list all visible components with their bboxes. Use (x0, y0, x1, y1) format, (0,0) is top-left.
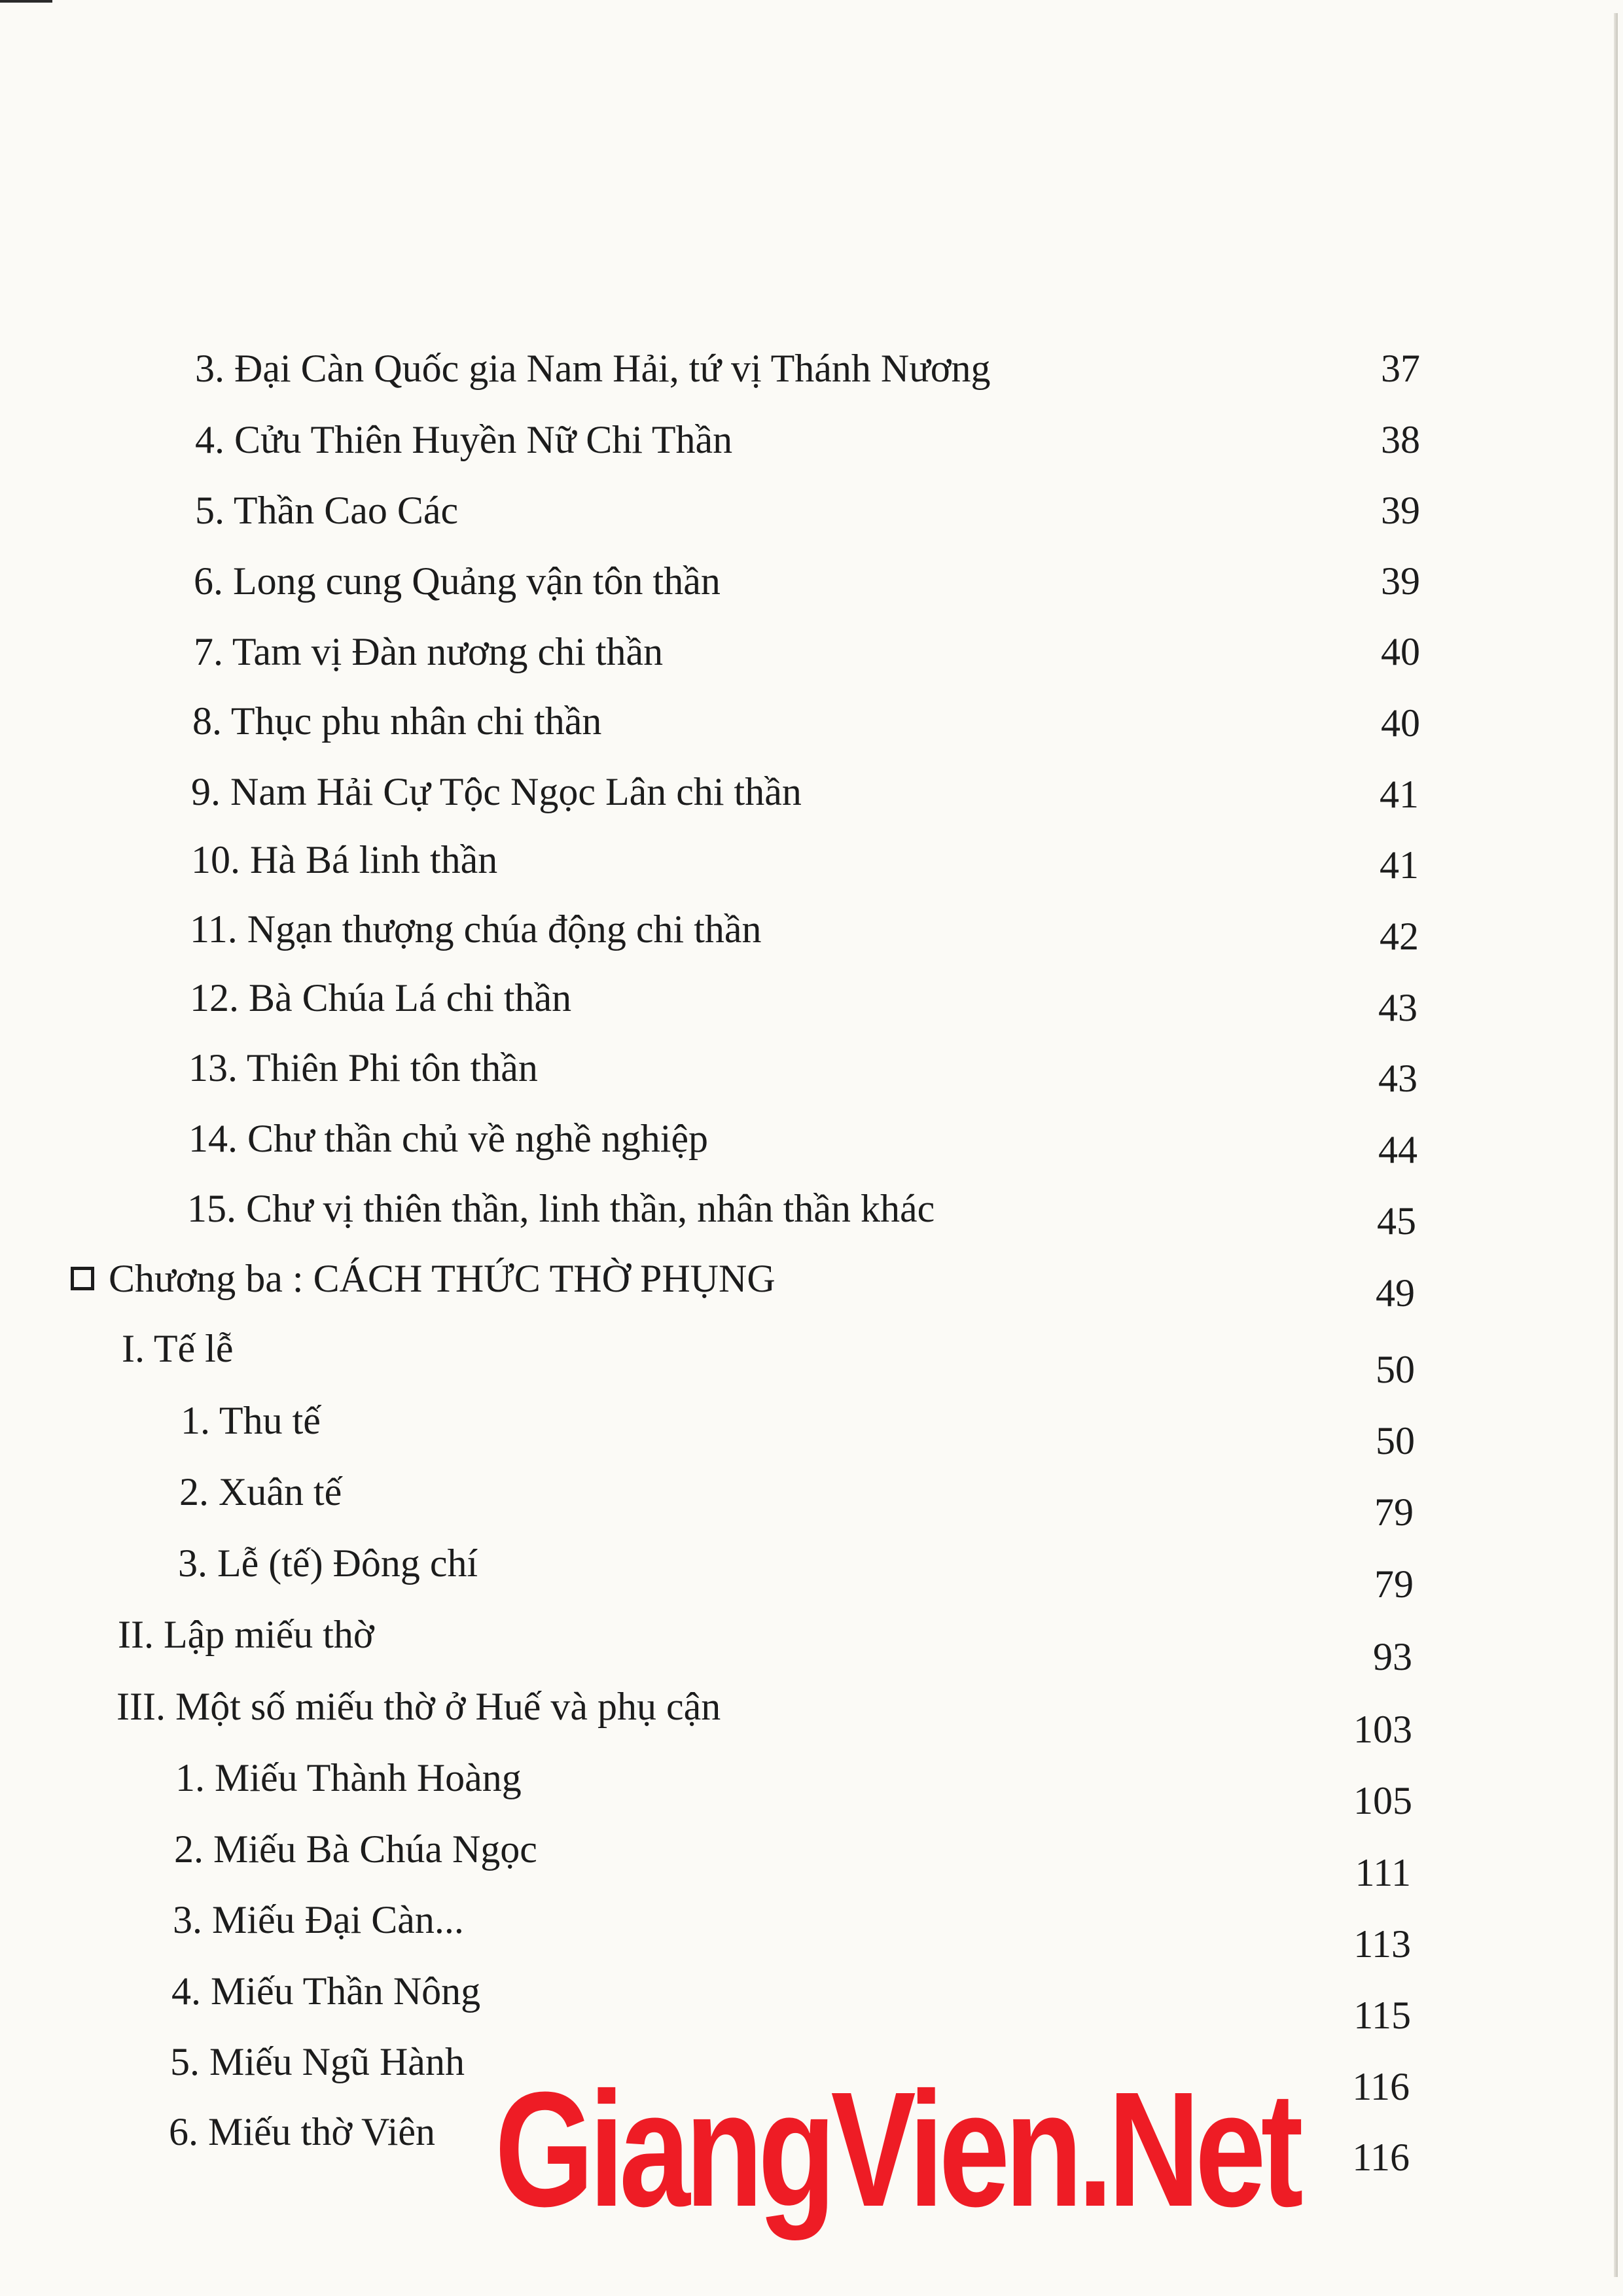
toc-page-number: 50 (1376, 1419, 1415, 1462)
toc-page-number: 115 (1353, 1994, 1411, 2037)
toc-entry: 1. Miếu Thành Hoàng (175, 1756, 522, 1799)
toc-entry: 4. Cửu Thiên Huyền Nữ Chi Thần (195, 418, 733, 461)
toc-entry: 5. Miếu Ngũ Hành (170, 2040, 465, 2083)
toc-page-number: 38 (1381, 418, 1420, 461)
toc-page-number: 37 (1381, 347, 1420, 390)
toc-entry: 9. Nam Hải Cự Tộc Ngọc Lân chi thần (191, 770, 802, 813)
toc-entry: 10. Hà Bá linh thần (191, 838, 498, 881)
toc-entry: 3. Lễ (tế) Đông chí (178, 1542, 478, 1585)
toc-entry: 4. Miếu Thần Nông (171, 1969, 481, 2013)
toc-page-number: 45 (1377, 1199, 1416, 1243)
toc-page-number: 103 (1353, 1708, 1412, 1751)
toc-page-number: 40 (1381, 630, 1420, 673)
toc-page-number: 44 (1378, 1128, 1418, 1171)
toc-entry: 5. Thần Cao Các (195, 489, 459, 532)
toc-section-entry: I. Tế lễ (122, 1327, 234, 1370)
toc-entry: 1. Thu tế (181, 1399, 321, 1442)
toc-page-number: 41 (1380, 773, 1419, 816)
toc-page-number: 93 (1373, 1635, 1412, 1678)
watermark-logo: GiangVien.Net (495, 2058, 1298, 2240)
toc-page-number: 50 (1376, 1348, 1415, 1391)
toc-section-entry: III. Một số miếu thờ ở Huế và phụ cận (116, 1685, 721, 1728)
toc-entry: 3. Miếu Đại Càn... (173, 1898, 464, 1941)
toc-page-number: 42 (1380, 915, 1419, 958)
toc-page-number: 39 (1381, 489, 1420, 532)
toc-page-number: 39 (1381, 559, 1420, 603)
toc-entry: 2. Miếu Bà Chúa Ngọc (174, 1828, 537, 1871)
toc-entry: 14. Chư thần chủ về nghề nghiệp (188, 1117, 709, 1160)
toc-entry: 6. Miếu thờ Viên (169, 2110, 435, 2153)
toc-page-number: 40 (1381, 701, 1420, 745)
toc-entry: 2. Xuân tế (179, 1470, 342, 1513)
toc-page-number: 105 (1353, 1779, 1412, 1822)
toc-entry: 15. Chư vị thiên thần, linh thần, nhân thần khác (187, 1187, 935, 1230)
toc-page-number: 111 (1355, 1851, 1411, 1894)
toc-page-number: 116 (1352, 2136, 1410, 2179)
toc-page-number: 79 (1374, 1491, 1414, 1534)
toc-page-number: 43 (1378, 1057, 1418, 1100)
toc-chapter-title: Chương ba : CÁCH THỨC THỜ PHỤNG (109, 1257, 776, 1300)
toc-page-number: 79 (1374, 1563, 1414, 1606)
toc-entry: 8. Thục phu nhân chi thần (192, 699, 602, 743)
toc-page-number: 41 (1380, 843, 1419, 887)
chapter-checkbox-icon (71, 1267, 94, 1290)
toc-section-entry: II. Lập miếu thờ (118, 1613, 374, 1656)
toc-page-number: 49 (1376, 1271, 1415, 1315)
toc-entry: 12. Bà Chúa Lá chi thần (190, 976, 572, 1019)
toc-page-number: 43 (1378, 986, 1418, 1029)
toc-entry: 7. Tam vị Đàn nương chi thần (194, 630, 664, 673)
toc-entry: 11. Ngạn thượng chúa động chi thần (190, 908, 762, 951)
toc-entry: 13. Thiên Phi tôn thần (188, 1046, 538, 1089)
toc-entry: 6. Long cung Quảng vận tôn thần (194, 559, 721, 603)
toc-chapter-entry (71, 1256, 776, 1301)
toc-entry: 3. Đại Càn Quốc gia Nam Hải, tứ vị Thánh Nương (195, 347, 991, 390)
toc-page-number: 113 (1353, 1922, 1411, 1966)
toc-page-number: 116 (1352, 2065, 1410, 2108)
